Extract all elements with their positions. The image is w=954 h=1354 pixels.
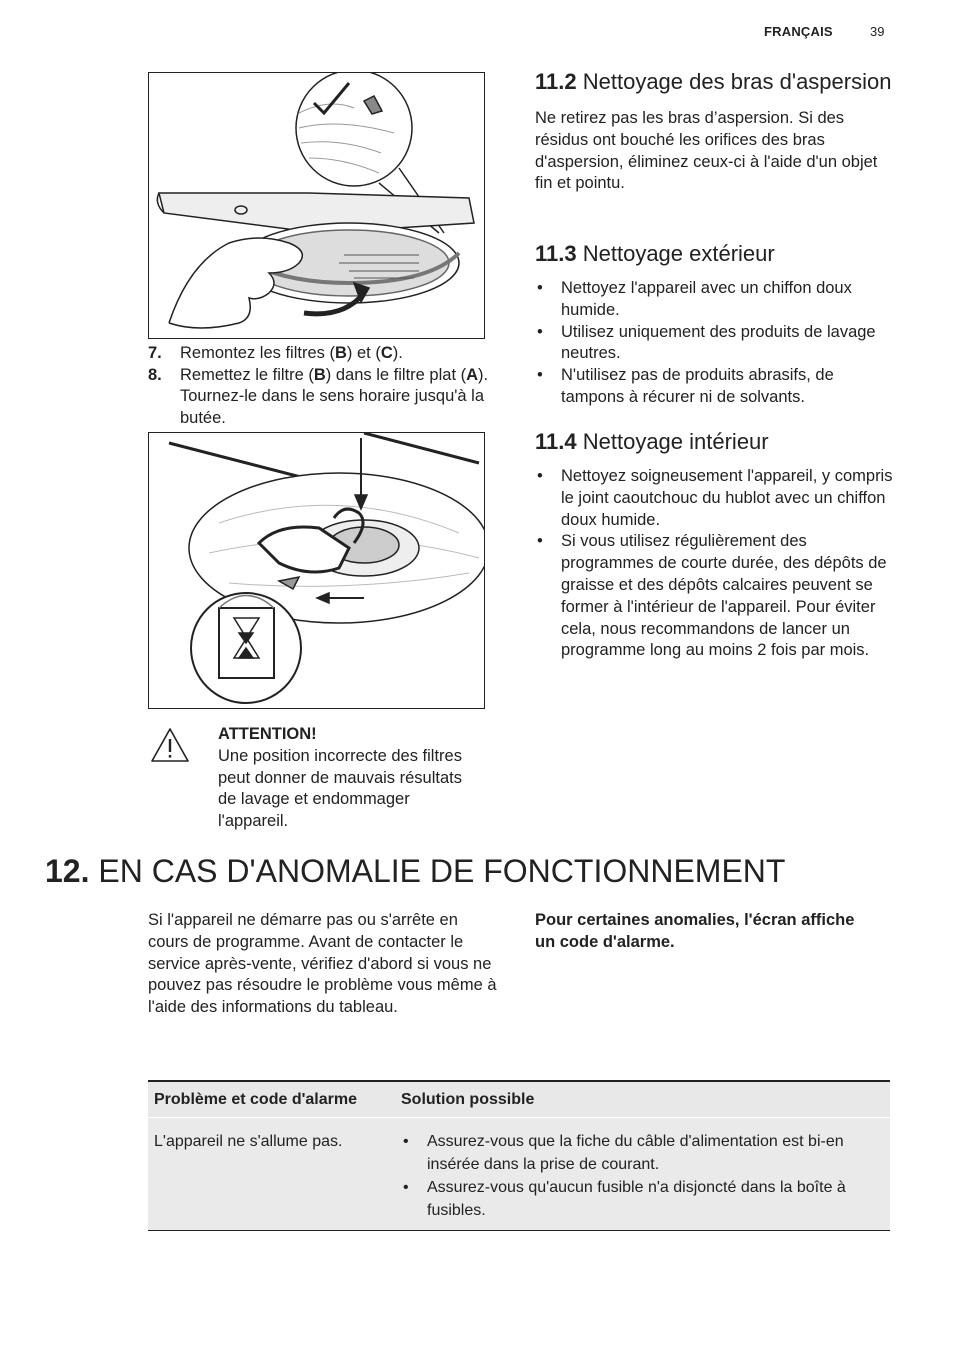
section-11-2: [535, 68, 895, 195]
filter-illustration: [148, 432, 485, 709]
chapter-intro: Si l'appareil ne démarre pas ou s'arrête en cours de programme. Avant de contacter le service après-vente, vérifiez d'abord si vous ne pouvez pas résoudre le problème vous même à l'aide des informations du tableau.: [148, 911, 497, 1017]
step-item: [148, 343, 508, 365]
list-item: • Nettoyez l'appareil avec un chiffon doux humide.: [535, 278, 895, 322]
list-item: • N'utilisez pas de produits abrasifs, de tampons à récurer ni de solvants.: [535, 365, 895, 409]
step-text: Remontez les filtres (B) et (C).: [180, 344, 403, 362]
solution-cell: [395, 1118, 890, 1231]
section-body: Ne retirez pas les bras d’aspersion. Si des résidus ont bouché les orifices des bras d'aspersion, éliminez ceux-ci à l'aide d'un objet fin et pointu.: [535, 109, 878, 193]
step-item: [148, 365, 508, 430]
list-item: • Nettoyez soigneusement l'appareil, y compris le joint caoutchouc du hublot avec un chiffon doux humide.: [535, 466, 895, 531]
section-11-4: [535, 428, 895, 662]
solution-list: [401, 1130, 884, 1222]
attention-text: Une position incorrecte des filtres peut donner de mauvais résultats de lavage et endommager l'appareil.: [218, 746, 462, 831]
troubleshooting-table: [148, 1080, 890, 1231]
header-language: FRANÇAIS: [764, 24, 833, 39]
table-header-row: [148, 1081, 890, 1118]
list-item: • Assurez-vous qu'aucun fusible n'a disjoncté dans la boîte à fusibles.: [401, 1176, 884, 1222]
step-text: Remettez le filtre (B) dans le filtre plat (A). Tournez-le dans le sens horaire jusqu'à la butée.: [180, 365, 489, 427]
section-heading: 11.4 Nettoyage intérieur: [535, 429, 769, 454]
attention-block: [218, 724, 468, 833]
section-heading: 11.3 Nettoyage extérieur: [535, 241, 775, 266]
step-list: [148, 343, 508, 429]
column-header: Problème et code d'alarme: [148, 1081, 395, 1118]
table-row: [148, 1118, 890, 1231]
list-item: • Utilisez uniquement des produits de lavage neutres.: [535, 322, 895, 366]
list-item: • Si vous utilisez régulièrement des programmes de courte durée, des dépôts de graisse et des dépôts calcaires peuvent se former à l'intérieur de l'appareil. Pour éviter cela, nous recommandons de lancer un programme long au moins 2 fois par mois.: [535, 531, 895, 662]
page-number: 39: [870, 24, 885, 39]
section-11-3: [535, 240, 895, 409]
column-header: Solution possible: [395, 1081, 890, 1118]
problem-cell: L'appareil ne s'allume pas.: [148, 1118, 395, 1231]
bullet-list: [535, 466, 895, 662]
step-number: 7.: [148, 344, 162, 362]
list-item: • Assurez-vous que la fiche du câble d'alimentation est bi-en insérée dans la prise de courant.: [401, 1130, 884, 1176]
alarm-note: Pour certaines anomalies, l'écran affiche un code d'alarme.: [535, 911, 855, 951]
spray-arm-illustration: [148, 72, 485, 339]
step-number: 8.: [148, 365, 162, 384]
warning-icon: [150, 727, 190, 768]
bullet-list: [535, 278, 895, 409]
chapter-heading: 12. EN CAS D'ANOMALIE DE FONCTIONNEMENT: [45, 853, 786, 889]
attention-title: ATTENTION!: [218, 725, 317, 743]
section-heading: 11.2 Nettoyage des bras d'aspersion: [535, 69, 892, 94]
